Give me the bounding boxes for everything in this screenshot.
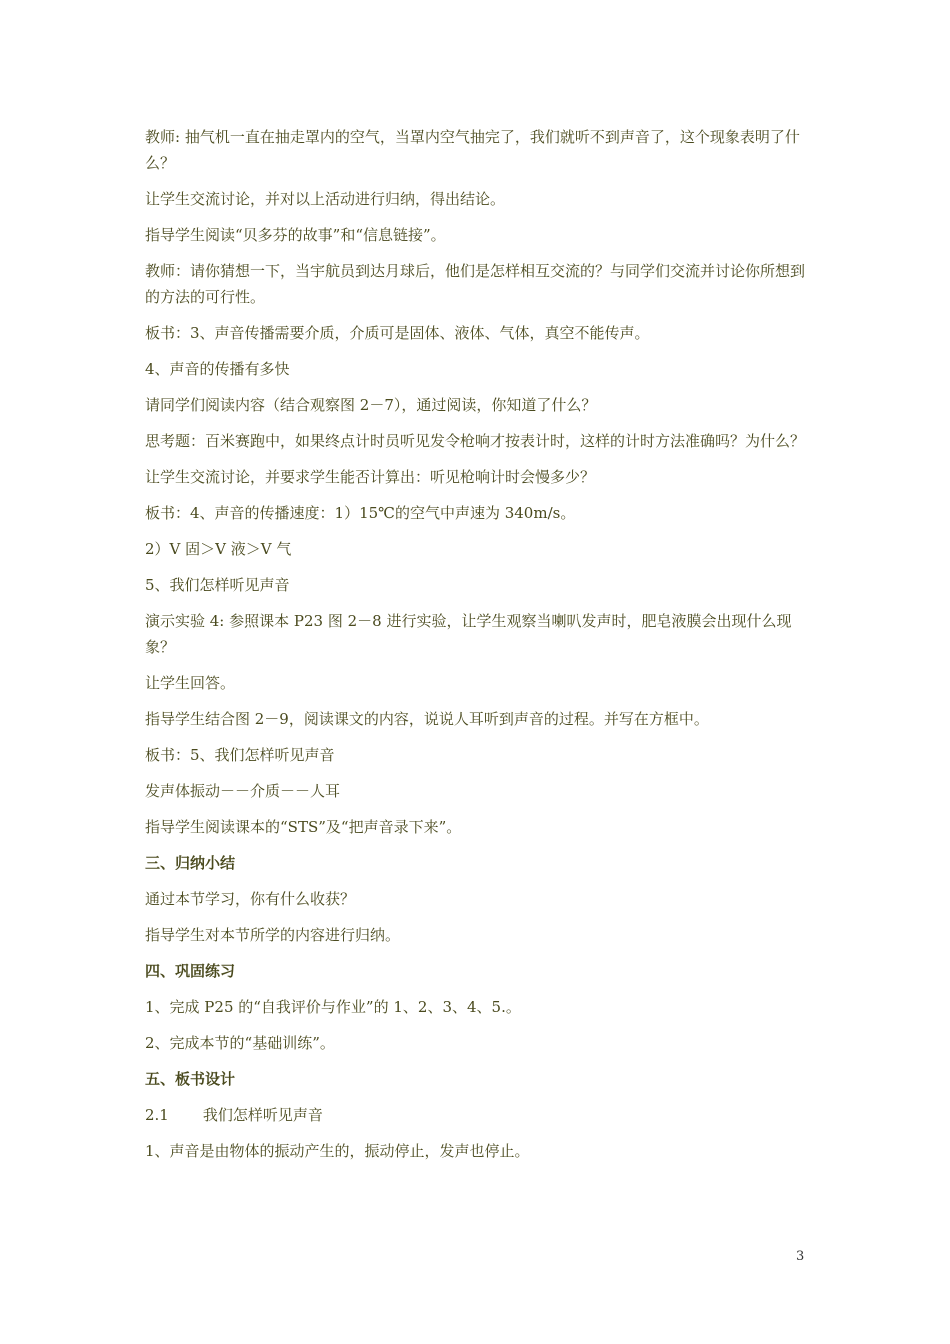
paragraph: 指导学生阅读课本的“STS”及“把声音录下来”。 <box>145 818 462 836</box>
paragraph: 5、我们怎样听见声音 <box>145 576 290 594</box>
paragraph: 板书：4、声音的传播速度：1）15℃的空气中声速为 340m/s。 <box>145 504 576 522</box>
page-number: 3 <box>796 1249 805 1264</box>
section-heading: 三、归纳小结 <box>145 854 236 872</box>
section-heading: 五、板书设计 <box>145 1070 236 1088</box>
paragraph: 板书：3、声音传播需要介质，介质可是固体、液体、气体，真空不能传声。 <box>145 324 650 342</box>
paragraph: 2）V 固＞V 液＞V 气 <box>145 540 292 558</box>
paragraph: 让学生交流讨论，并对以上活动进行归纳，得出结论。 <box>145 190 506 208</box>
paragraph: 让学生交流讨论，并要求学生能否计算出：听见枪响计时会慢多少？ <box>145 468 596 486</box>
paragraph: 思考题：百米赛跑中，如果终点计时员听见发令枪响才按表计时，这样的计时方法准确吗？为什么？ <box>145 432 806 450</box>
section-heading: 四、巩固练习 <box>145 962 236 980</box>
paragraph: 通过本节学习，你有什么收获？ <box>145 890 356 908</box>
paragraph: 教师：请你猜想一下，当宇航员到达月球后，他们是怎样相互交流的？与同学们交流并讨论你所想到的方法的可行性。 <box>145 262 806 306</box>
paragraph: 教师: 抽气机一直在抽走罩内的空气，当罩内空气抽完了，我们就听不到声音了，这个现象表明了什么？ <box>145 128 800 172</box>
paragraph: 1、完成 P25 的“自我评价与作业”的 1、2、3、4、5.。 <box>145 998 521 1016</box>
paragraph: 4、声音的传播有多快 <box>145 360 290 378</box>
paragraph: 请同学们阅读内容（结合观察图 2－7），通过阅读，你知道了什么？ <box>145 396 597 414</box>
paragraph: 1、声音是由物体的振动产生的，振动停止，发声也停止。 <box>145 1142 530 1160</box>
paragraph: 发声体振动－－介质－－人耳 <box>145 782 341 800</box>
section-number: 2.1 <box>145 1106 169 1124</box>
paragraph: 演示实验 4: 参照课本 P23 图 2－8 进行实验，让学生观察当喇叭发声时，肥皂液膜会出现什么现象？ <box>145 612 792 656</box>
paragraph: 指导学生阅读“贝多芬的故事”和“信息链接”。 <box>145 226 446 244</box>
paragraph: 指导学生对本节所学的内容进行归纳。 <box>145 926 401 944</box>
paragraph: 让学生回答。 <box>145 674 236 692</box>
document-body <box>145 124 815 1174</box>
paragraph: 板书：5、我们怎样听见声音 <box>145 746 335 764</box>
paragraph: 2、完成本节的“基础训练”。 <box>145 1034 335 1052</box>
board-design-title <box>145 1102 815 1128</box>
section-title: 我们怎样听见声音 <box>202 1106 323 1124</box>
paragraph: 指导学生结合图 2－9，阅读课文的内容，说说人耳听到声音的过程。并写在方框中。 <box>145 710 709 728</box>
